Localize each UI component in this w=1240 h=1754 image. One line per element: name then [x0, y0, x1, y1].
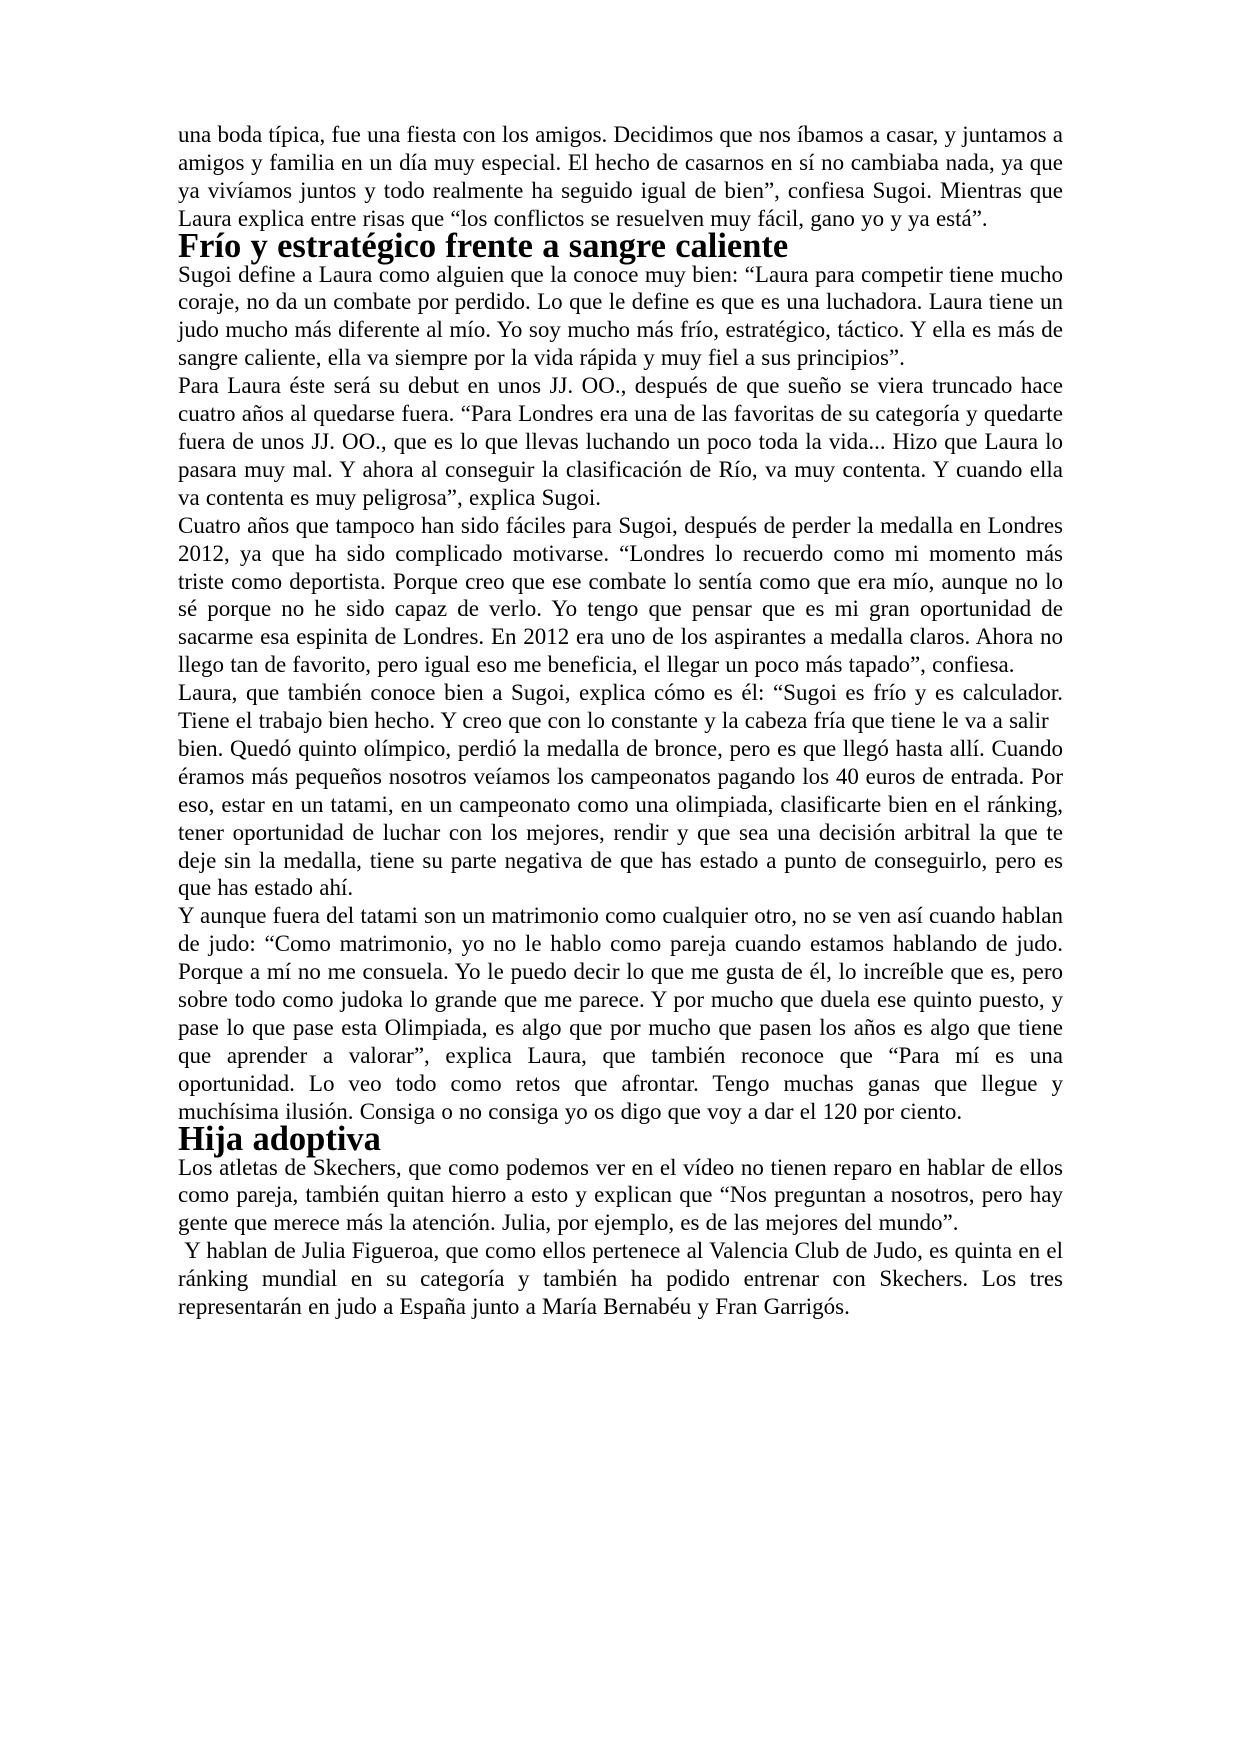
- paragraph-julia-figueroa: Y hablan de Julia Figueroa, que como ellos pertenece al Valencia Club de Judo, es quinta en el ránking mundial en su categoría y también ha podido entrenar con Skechers. Los tres representarán en judo a España junto a María Bernabéu y Fran Garrigós.: [178, 1238, 1063, 1320]
- paragraph-quinto-olimpico: bien. Quedó quinto olímpico, perdió la medalla de bronce, pero es que llegó hasta allí. Cuando éramos más pequeños nosotros veíamos los campeonatos pagando los 40 euros de entrada. Por eso, estar en un tatami, en un campeonato como una olimpiada, clasificarte bien en el ránking, tener oportunidad de luchar con los mejores, rendir y que sea una decisión arbitral la que te deje sin la medalla, tiene su parte negativa de que has estado a punto de conseguirlo, pero es que has estado ahí.: [178, 735, 1063, 901]
- heading-hija-adoptiva: Hija adoptiva: [178, 1119, 381, 1158]
- paragraph-debut-jjoo: Para Laura éste será su debut en unos JJ. OO., después de que sueño se viera truncado hace cuatro años al quedarse fuera. “Para Londres era una de las favoritas de su categoría y quedarte fuera de unos JJ. OO., que es lo que llevas luchando un poco toda la vida... Hizo que Laura lo pasara muy mal. Y ahora al conseguir la clasificación de Río, va muy contenta. Y cuando ella va contenta es muy peligrosa”, explica Sugoi.: [178, 373, 1063, 510]
- heading-frio-y-estrategico: Frío y estratégico frente a sangre caliente: [178, 226, 789, 265]
- paragraph-wedding: una boda típica, fue una fiesta con los amigos. Decidimos que nos íbamos a casar, y juntamos a amigos y familia en un día muy especial. El hecho de casarnos en sí no cambiaba nada, ya que ya vivíamos juntos y todo realmente ha seguido igual de bien”, confiesa Sugoi. Mientras que Laura explica entre risas que “los conflictos se resuelven muy fácil, gano yo y ya está”.: [178, 122, 1063, 231]
- paragraph-cuatro-anos-londres: Cuatro años que tampoco han sido fáciles para Sugoi, después de perder la medalla en Londres 2012, ya que ha sido complicado motivarse. “Londres lo recuerdo como mi momento más triste como deportista. Porque creo que ese combate lo sentía como que era mío, aunque no lo sé porque no he sido capaz de verlo. Yo tengo que pensar que es mi gran oportunidad de sacarme esa espinita de Londres. En 2012 era uno de los aspirantes a medalla claros. Ahora no llego tan de favorito, pero igual eso me beneficia, el llegar un poco más tapado”, confiesa.: [178, 512, 1063, 678]
- paragraph-laura-describe-sugoi: Laura, que también conoce bien a Sugoi, explica cómo es él: “Sugoi es frío y es calculador. Tiene el trabajo bien hecho. Y creo que con lo constante y la cabeza fría que tiene le va a salir: [178, 680, 1063, 734]
- paragraph-sugoi-define-laura: Sugoi define a Laura como alguien que la conoce muy bien: “Laura para competir tiene mucho coraje, no da un combate por perdido. Lo que le define es que es una luchadora. Laura tiene un judo mucho más diferente al mío. Yo soy mucho más frío, estratégico, táctico. Y ella es más de sangre caliente, ella va siempre por la vida rápida y muy fiel a sus principios”.: [178, 261, 1063, 371]
- paragraph-atletas-skechers: Los atletas de Skechers, que como podemos ver en el vídeo no tienen reparo en hablar de ellos como pareja, también quitan hierro a esto y explican que “Nos preguntan a nosotros, pero hay gente que merece más la atención. Julia, por ejemplo, es de las mejores del mundo”.: [178, 1154, 1063, 1236]
- paragraph-matrimonio-judo: Y aunque fuera del tatami son un matrimonio como cualquier otro, no se ven así cuando hablan de judo: “Como matrimonio, yo no le hablo como pareja cuando estamos hablando de judo. Porque a mí no me consuela. Yo le puedo decir lo que me gusta de él, lo increíble que es, pero sobre todo como judoka lo grande que me parece. Y por mucho que duela ese quinto puesto, y pase lo que pase esta Olimpiada, es algo que por mucho que pasen los años es algo que tiene que aprender a valorar”, explica Laura, que también reconoce que “Para mí es una oportunidad. Lo veo todo como retos que afrontar. Tengo muchas ganas que llegue y muchísima ilusión. Consiga o no consiga yo os digo que voy a dar el 120 por ciento.: [178, 903, 1063, 1124]
